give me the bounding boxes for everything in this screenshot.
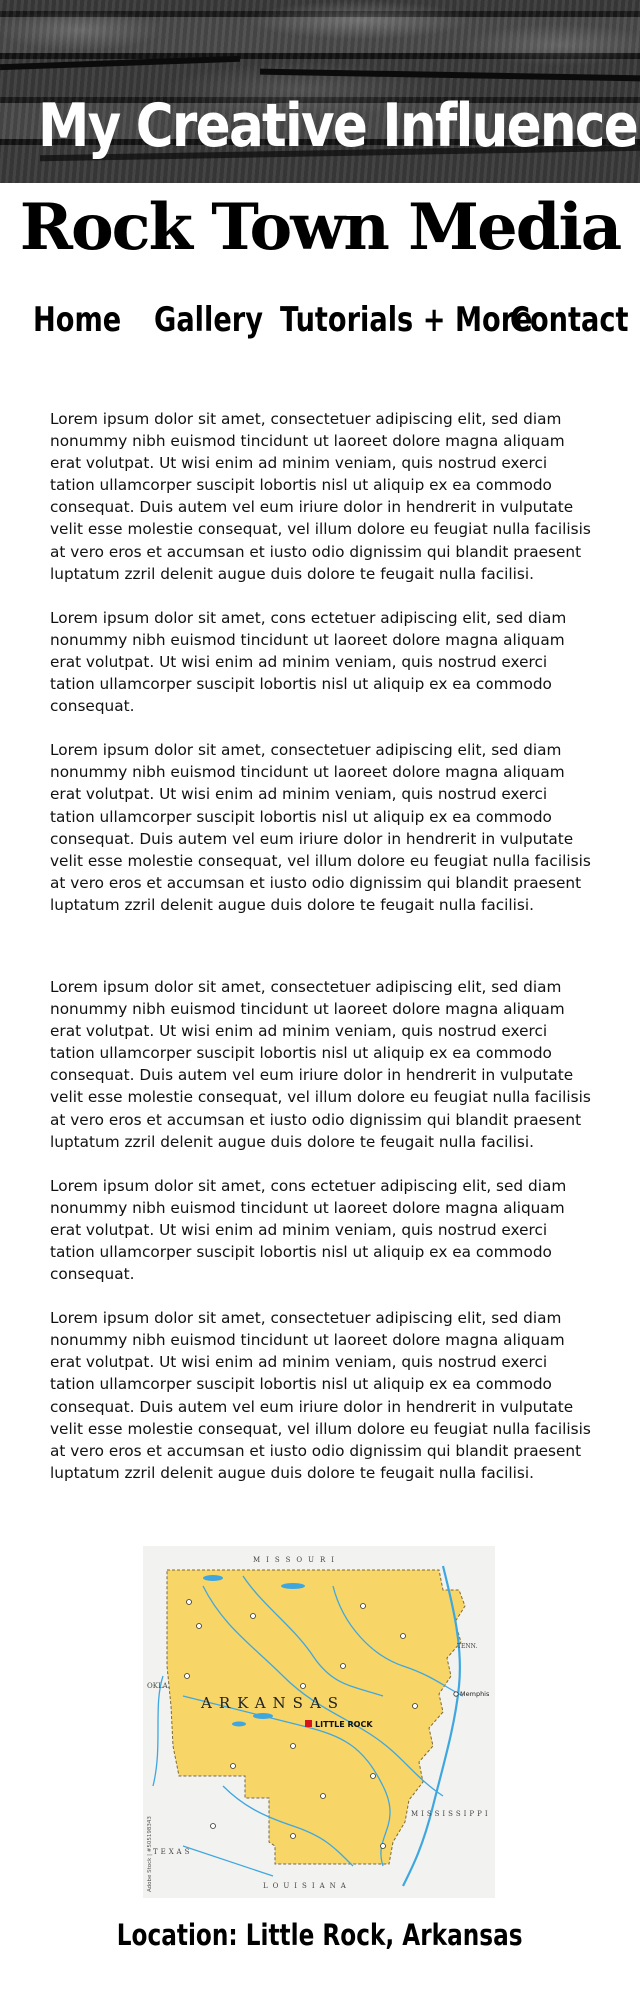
neighbor-label-south: LOUISIANA <box>263 1882 351 1890</box>
paragraph: Lorem ipsum dolor sit amet, consectetuer adipiscing elit, sed diam nonummy nibh euismod tincidunt ut laoreet dolore magna aliquam erat volutpat. Ut wisi enim ad minim veniam, quis nostrud exerci tation ullamcorper suscipit lobortis nisl ut aliquip ex ea commodo consequat. Duis autem vel eum iriure dolor in hendrerit in vulputate velit esse molestie consequat, vel illum dolore eu feugiat nulla facilisis at vero eros et accumsan et iusto odio dignissim qui blandit praesent luptatum zzril delenit augue duis dolore te feugait nulla facilisi. <box>50 1309 591 1482</box>
hero-title: My Creative Influence <box>38 91 638 161</box>
arkansas-map-graphic <box>143 1546 495 1898</box>
brand-title: Rock Town Media <box>19 190 621 265</box>
stone-texture <box>260 69 640 82</box>
neighbor-label-northeast: TENN. <box>457 1643 478 1650</box>
main-content <box>50 408 595 1484</box>
neighbor-label-north: MISSOURI <box>253 1556 341 1564</box>
nav-home[interactable]: Home <box>33 300 122 340</box>
city-marker-memphis <box>454 1692 458 1696</box>
neighbor-label-west: OKLA. <box>147 1682 170 1690</box>
state-shape <box>167 1570 465 1864</box>
arkansas-map <box>143 1546 495 1898</box>
paragraph: Lorem ipsum dolor sit amet, cons ectetuer adipiscing elit, sed diam nonummy nibh euismod tincidunt ut laoreet dolore magna aliquam erat volutpat. Ut wisi enim ad minim veniam, quis nostrud exerci tation ullamcorper suscipit lobortis nisl ut aliquip ex ea commodo consequat. <box>50 1176 567 1284</box>
stone-texture <box>0 56 240 70</box>
neighbor-label-southwest: TEXAS <box>153 1848 193 1856</box>
main-nav <box>0 302 640 346</box>
neighbor-label-east: MISSISSIPPI <box>411 1810 491 1818</box>
nav-gallery[interactable]: Gallery <box>154 300 263 340</box>
capital-marker <box>305 1720 312 1727</box>
state-label: ARKANSAS <box>201 1694 346 1712</box>
paragraph: Lorem ipsum dolor sit amet, consectetuer adipiscing elit, sed diam nonummy nibh euismod tincidunt ut laoreet dolore magna aliquam erat volutpat. Ut wisi enim ad minim veniam, quis nostrud exerci tation ullamcorper suscipit lobortis nisl ut aliquip ex ea commodo consequat. Duis autem vel eum iriure dolor in hendrerit in vulputate velit esse molestie consequat, vel illum dolore eu feugiat nulla facilisis at vero eros et accumsan et iusto odio dignissim qui blandit praesent luptatum zzril delenit augue duis dolore te feugait nulla facilisi. <box>50 410 591 583</box>
hero-banner <box>0 0 640 183</box>
nav-tutorials-more[interactable]: Tutorials + More <box>280 300 533 340</box>
capital-label: LITTLE ROCK <box>315 1720 373 1729</box>
location-caption <box>0 1918 640 1952</box>
paragraph: Lorem ipsum dolor sit amet, cons ectetuer adipiscing elit, sed diam nonummy nibh euismod tincidunt ut laoreet dolore magna aliquam erat volutpat. Ut wisi enim ad minim veniam, quis nostrud exerci tation ullamcorper suscipit lobortis nisl ut aliquip ex ea commodo consequat. <box>50 608 567 716</box>
paragraph: Lorem ipsum dolor sit amet, consectetuer adipiscing elit, sed diam nonummy nibh euismod tincidunt ut laoreet dolore magna aliquam erat volutpat. Ut wisi enim ad minim veniam, quis nostrud exerci tation ullamcorper suscipit lobortis nisl ut aliquip ex ea commodo consequat. Duis autem vel eum iriure dolor in hendrerit in vulputate velit esse molestie consequat, vel illum dolore eu feugiat nulla facilisis at vero eros et accumsan et iusto odio dignissim qui blandit praesent luptatum zzril delenit augue duis dolore te feugait nulla facilisi. <box>50 741 591 914</box>
paragraph: Lorem ipsum dolor sit amet, consectetuer adipiscing elit, sed diam nonummy nibh euismod tincidunt ut laoreet dolore magna aliquam erat volutpat. Ut wisi enim ad minim veniam, quis nostrud exerci tation ullamcorper suscipit lobortis nisl ut aliquip ex ea commodo consequat. Duis autem vel eum iriure dolor in hendrerit in vulputate velit esse molestie consequat, vel illum dolore eu feugiat nulla facilisis at vero eros et accumsan et iusto odio dignissim qui blandit praesent luptatum zzril delenit augue duis dolore te feugait nulla facilisi. <box>50 977 591 1151</box>
nav-contact[interactable]: Contact <box>510 300 629 340</box>
location-caption-text: Location: Little Rock, Arkansas <box>117 1918 523 1952</box>
watermark: Adobe Stock | #505198343 <box>147 1816 153 1892</box>
city-label-memphis: Memphis <box>460 1690 490 1698</box>
